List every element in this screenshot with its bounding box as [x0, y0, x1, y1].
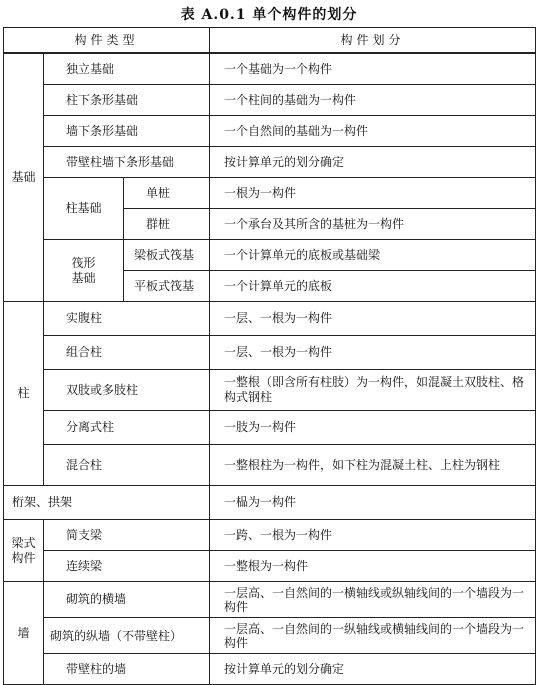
- component-division: 一榀为一构件: [210, 486, 536, 520]
- component-name: 组合柱: [44, 336, 210, 370]
- component-name: 桁架、拱架: [4, 486, 210, 520]
- table-row: [4, 520, 536, 551]
- table-row: [4, 551, 536, 582]
- component-name: 混合柱: [44, 445, 210, 486]
- table-row: [4, 147, 536, 178]
- table-caption: 表 A.0.1 单个构件的划分: [180, 7, 358, 23]
- component-name: 连续梁: [44, 551, 210, 582]
- table-row: [4, 654, 536, 685]
- component-division: 按计算单元的划分确定: [210, 147, 536, 178]
- component-division: 一根为一构件: [210, 178, 536, 209]
- component-name: 简支梁: [44, 520, 210, 551]
- subcategory-raft: [44, 240, 124, 302]
- component-division: 一层高、一自然间的一纵轴线或横轴线间的一个墙段为一构件: [210, 618, 536, 654]
- table-row: [4, 582, 536, 618]
- component-name: 群桩: [124, 209, 210, 240]
- raft-label-line2: 基础: [71, 270, 96, 285]
- table-row: [4, 178, 536, 209]
- component-name: 单桩: [124, 178, 210, 209]
- component-division: 一整根（即含所有柱肢）为一构件，如混凝土双肢柱、格构式钢柱: [210, 370, 536, 411]
- component-name: 分离式柱: [44, 411, 210, 445]
- table-row: [4, 618, 536, 654]
- component-division: 一层、一根为一构件: [210, 302, 536, 336]
- component-division: 一个计算单元的底板或基础梁: [210, 240, 536, 271]
- component-division-table: [3, 27, 536, 685]
- table-row: [4, 302, 536, 336]
- component-name: 梁板式筏基: [124, 240, 210, 271]
- component-name: 平板式筏基: [124, 271, 210, 302]
- table-row: [4, 370, 536, 411]
- component-division: 一跨、一根为一构件: [210, 520, 536, 551]
- component-division: 一个承台及其所含的基桩为一构件: [210, 209, 536, 240]
- component-name: 柱下条形基础: [44, 85, 210, 116]
- component-name: 实腹柱: [44, 302, 210, 336]
- component-name: 带壁柱的墙: [44, 654, 210, 685]
- component-division: 一肢为一构件: [210, 411, 536, 445]
- component-division: 一个计算单元的底板: [210, 271, 536, 302]
- component-division: 一整根柱为一构件，如下柱为混凝土柱、上柱为钢柱: [210, 445, 536, 486]
- category-column: 柱: [4, 302, 44, 486]
- component-division: 一个基础为一个构件: [210, 53, 536, 85]
- component-name: 墙下条形基础: [44, 116, 210, 147]
- table-row: [4, 53, 536, 85]
- component-division: 一个柱间的基础为一构件: [210, 85, 536, 116]
- header-division: 构件划分: [210, 28, 536, 54]
- component-name: 砌筑的纵墙（不带壁柱）: [44, 618, 210, 654]
- component-name: 带壁柱墙下条形基础: [44, 147, 210, 178]
- component-division: 按计算单元的划分确定: [210, 654, 536, 685]
- table-row: [4, 445, 536, 486]
- table-row: [4, 411, 536, 445]
- category-beam: [4, 520, 44, 582]
- header-type: 构件类型: [4, 28, 210, 54]
- raft-label-line1: 筏形: [71, 255, 96, 270]
- table-row: [4, 85, 536, 116]
- header-row: [4, 28, 536, 54]
- component-name: 双肢或多肢柱: [44, 370, 210, 411]
- beam-label-line1: 梁式: [11, 535, 36, 550]
- table-row: [4, 486, 536, 520]
- beam-label-line2: 构件: [11, 550, 36, 565]
- category-wall: 墙: [4, 582, 44, 685]
- component-division: 一个自然间的基础为一构件: [210, 116, 536, 147]
- component-name: 独立基础: [44, 53, 210, 85]
- table-row: [4, 336, 536, 370]
- component-division: 一整根为一构件: [210, 551, 536, 582]
- category-foundation: 基础: [4, 53, 44, 302]
- table-row: [4, 116, 536, 147]
- component-division: 一层、一根为一构件: [210, 336, 536, 370]
- component-division: 一层高、一自然间的一横轴线或纵轴线间的一个墙段为一构件: [210, 582, 536, 618]
- component-name: 砌筑的横墙: [44, 582, 210, 618]
- table-row: [4, 240, 536, 271]
- subcategory-pile: 柱基础: [44, 178, 124, 240]
